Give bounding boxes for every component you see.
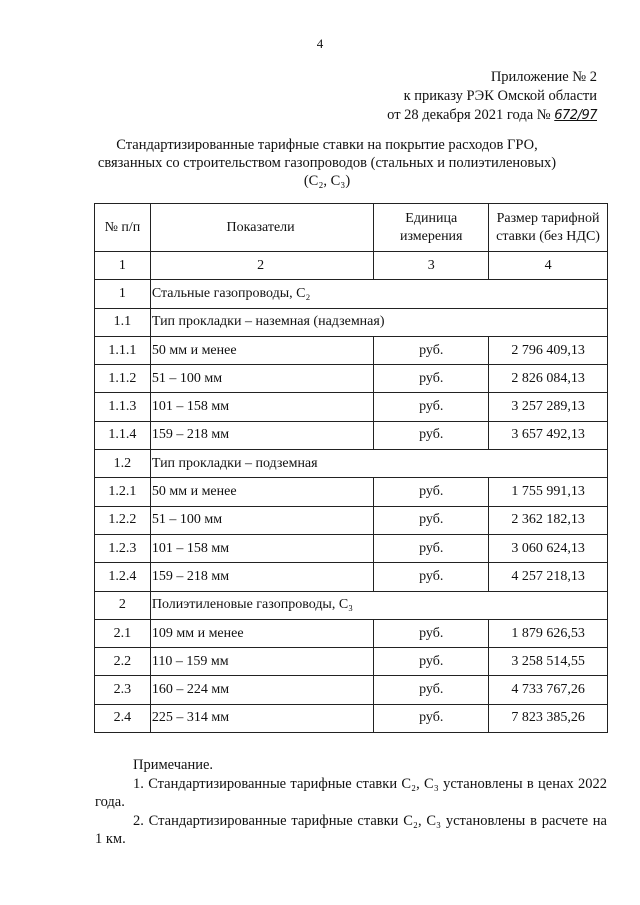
header-unit: Единица измерения [374,204,489,252]
row-value: 3 060 624,13 [489,534,608,562]
table-row [95,619,608,647]
section-label: Полиэтиленовые газопроводы, С₃ [150,591,607,619]
header-indicator: Показатели [150,204,373,252]
row-number: 2 [95,591,151,619]
section-label: Стальные газопроводы, С₂ [150,280,607,308]
header-rate: Размер тарифной ставки (без НДС) [489,204,608,252]
table-row [95,365,608,393]
row-number: 1.2.4 [95,563,151,591]
row-number: 1.2 [95,450,151,478]
notes-block [95,756,607,849]
table-row [95,506,608,534]
table-body [95,280,608,733]
row-number: 1.1.4 [95,421,151,449]
row-value: 2 362 182,13 [489,506,608,534]
row-number: 1.1.3 [95,393,151,421]
row-value: 4 733 767,26 [489,676,608,704]
appendix-line-2: к приказу РЭК Омской области [403,88,597,104]
row-value: 3 257 289,13 [489,393,608,421]
row-number: 2.3 [95,676,151,704]
row-number: 1.1 [95,308,151,336]
row-value: 1 879 626,53 [489,619,608,647]
row-label: 101 – 158 мм [150,534,373,562]
section-row [95,450,608,478]
note-item-2: 2. Стандартизированные тарифные ставки С₂, С₃ установлены в расчете на 1 км. [95,812,607,847]
row-unit: руб. [374,365,489,393]
row-label: 51 – 100 мм [150,365,373,393]
page-number: 4 [316,36,324,51]
row-unit: руб. [374,704,489,732]
row-number: 1.1.2 [95,365,151,393]
note-item-1: 1. Стандартизированные тарифные ставки С₂, С₃ установлены в ценах 2022 года. [95,775,607,810]
index-cell: 3 [374,252,489,280]
row-label: 101 – 158 мм [150,393,373,421]
section-label: Тип прокладки – подземная [150,450,607,478]
row-number: 2.2 [95,648,151,676]
row-unit: руб. [374,393,489,421]
table-row [95,478,608,506]
row-number: 1.2.2 [95,506,151,534]
table-row [95,648,608,676]
row-unit: руб. [374,648,489,676]
table-row [95,704,608,732]
row-value: 3 657 492,13 [489,421,608,449]
row-label: 225 – 314 мм [150,704,373,732]
row-number: 1.2.1 [95,478,151,506]
row-number: 1 [95,280,151,308]
row-number: 1.2.3 [95,534,151,562]
row-unit: руб. [374,563,489,591]
row-unit: руб. [374,421,489,449]
row-value: 3 258 514,55 [489,648,608,676]
appendix-line-3 [387,106,597,125]
table-index-row [95,252,608,280]
appendix-block [387,68,597,125]
row-label: 110 – 159 мм [150,648,373,676]
document-title [92,136,562,190]
table-header-row [95,204,608,252]
index-cell: 2 [150,252,373,280]
row-label: 159 – 218 мм [150,563,373,591]
row-number: 2.4 [95,704,151,732]
row-label: 159 – 218 мм [150,421,373,449]
table-row [95,563,608,591]
header-num: № п/п [95,204,151,252]
index-cell: 4 [489,252,608,280]
title-line-3: (С₂, С₃) [303,173,351,189]
appendix-line-1: Приложение № 2 [490,69,597,85]
row-value: 4 257 218,13 [489,563,608,591]
row-unit: руб. [374,506,489,534]
appendix-date: от 28 декабря 2021 года № [387,107,551,123]
row-value: 2 796 409,13 [489,336,608,364]
table-row [95,676,608,704]
table-row [95,534,608,562]
table-row [95,421,608,449]
index-cell: 1 [95,252,151,280]
row-unit: руб. [374,619,489,647]
row-unit: руб. [374,478,489,506]
row-number: 2.1 [95,619,151,647]
order-number: 672/97 [554,108,597,123]
notes-heading: Примечание. [133,757,214,773]
tariff-table [94,203,608,733]
row-value: 7 823 385,26 [489,704,608,732]
row-label: 51 – 100 мм [150,506,373,534]
row-unit: руб. [374,676,489,704]
row-label: 109 мм и менее [150,619,373,647]
row-label: 50 мм и менее [150,478,373,506]
table-row [95,336,608,364]
section-row [95,280,608,308]
table-row [95,393,608,421]
row-label: 50 мм и менее [150,336,373,364]
row-label: 160 – 224 мм [150,676,373,704]
row-unit: руб. [374,336,489,364]
title-line-1: Стандартизированные тарифные ставки на покрытие расходов ГРО, [116,137,538,153]
row-value: 2 826 084,13 [489,365,608,393]
section-label: Тип прокладки – наземная (надземная) [150,308,607,336]
section-row [95,591,608,619]
section-row [95,308,608,336]
row-unit: руб. [374,534,489,562]
row-value: 1 755 991,13 [489,478,608,506]
title-line-2: связанных со строительством газопроводов (стальных и полиэтиленовых) [97,155,557,171]
row-number: 1.1.1 [95,336,151,364]
